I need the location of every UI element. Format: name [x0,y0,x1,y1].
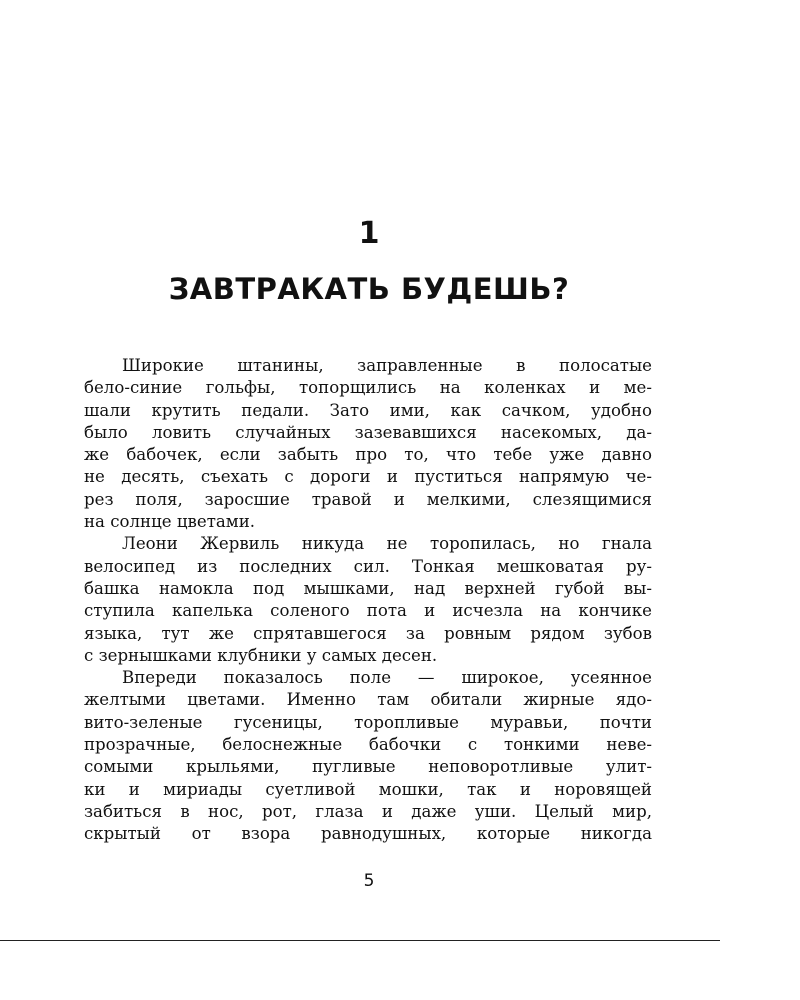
text-line: с зернышками клубники у самых десен. [84,645,438,665]
text-line: Широкие штанины, заправленные в полосатые [122,356,652,375]
page-number: 5 [363,871,375,891]
text-line: велосипед из последних сил. Тонкая мешковатая ру- [84,556,652,576]
paragraph [84,667,652,845]
text-line: шали крутить педали. Зато ими, как сачком, удобно [84,400,652,420]
text-line: Леони Жервиль никуда не торопилась, но гнала [122,534,652,554]
text-line: рез поля, заросшие травой и мелкими, слезящимися [84,489,652,509]
text-line: сомыми крыльями, пугливые неповоротливые улит- [84,757,652,777]
text-line: башка намокла под мышками, над верхней губой вы- [84,578,652,598]
chapter-title: ЗАВТРАКАТЬ БУДЕШЬ? [168,272,570,306]
text-line: ступила капелька соленого пота и исчезла на кончике [84,601,652,621]
body-text [84,355,652,846]
text-line: было ловить случайных зазевавшихся насекомых, да- [84,422,652,442]
paragraph [84,533,652,667]
text-line: скрытый от взора равнодушных, которые никогда [84,824,652,844]
text-line: на солнце цветами. [84,512,256,532]
text-line: желтыми цветами. Именно там обитали жирные ядо- [84,690,652,710]
text-line: ки и мириады суетливой мошки, так и норовящей [84,779,652,799]
page-bottom-rule [0,940,720,941]
text-line: вито-зеленые гусеницы, торопливые муравьи, почти [84,712,652,732]
chapter-number: 1 [358,216,380,251]
text-line: забиться в нос, рот, глаза и даже уши. Целый мир, [84,801,652,821]
text-line: языка, тут же спрятавшегося за ровным рядом зубов [84,623,652,643]
text-line: бело-синие гольфы, топорщились на коленках и ме- [84,378,652,398]
paragraph [84,355,652,533]
text-line: не десять, съехать с дороги и пуститься напрямую че- [84,467,652,487]
text-line: же бабочек, если забыть про то, что тебе уже давно [84,445,652,465]
text-line: Впереди показалось поле — широкое, усеянное [122,668,652,688]
text-line: прозрачные, белоснежные бабочки с тонкими неве- [84,735,652,755]
